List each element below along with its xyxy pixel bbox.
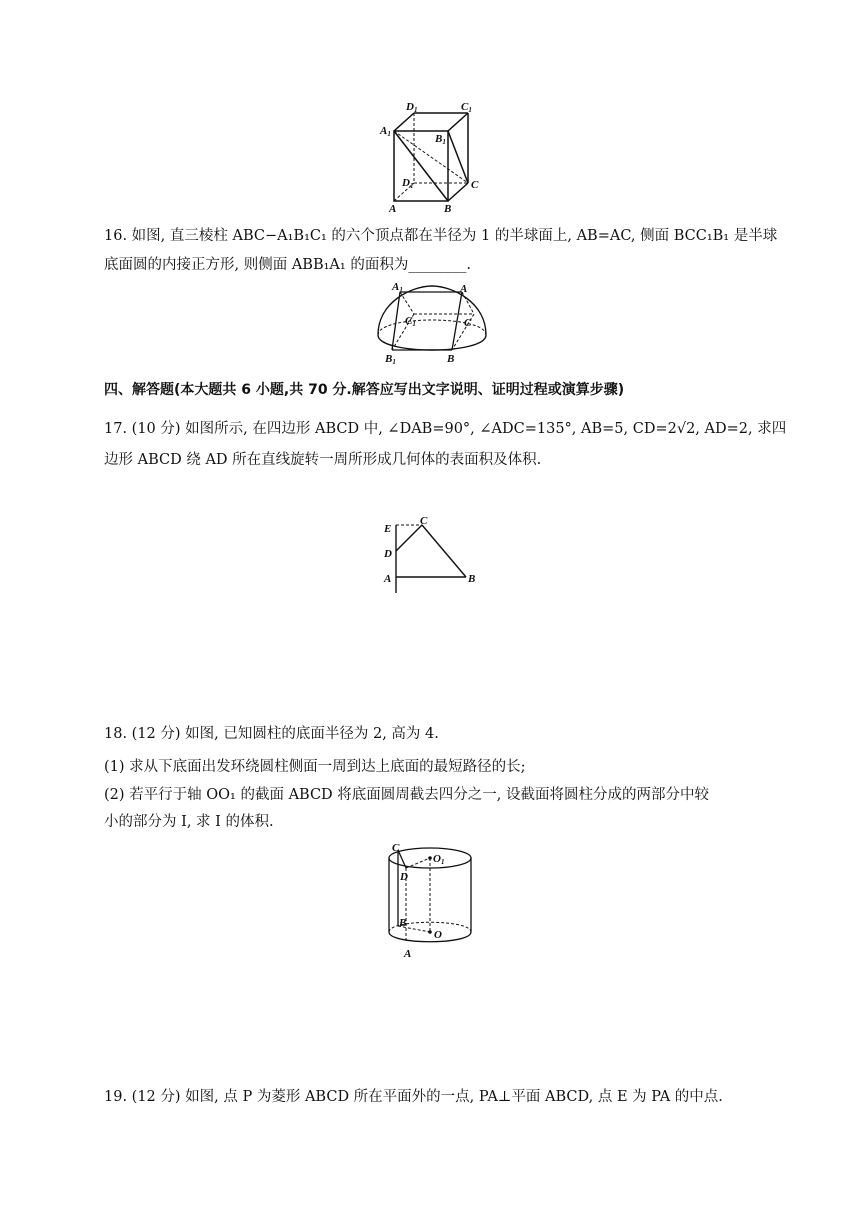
q18-line-2: (1) 求从下底面出发环绕圆柱侧面一周到达上底面的最短路径的长; xyxy=(104,759,526,775)
cube-hidden-diagonal xyxy=(394,131,468,183)
q17-line-2: 边形 ABCD 绕 AD 所在直线旋转一周所形成几何体的表面积及体积. xyxy=(104,452,542,468)
side-cb xyxy=(422,525,466,577)
q17-line-1: 17. (10 分) 如图所示, 在四边形 ABCD 中, ∠DAB=90°, ∠ADC=135°, AB=5, CD=2√2, AD=2, 求四 xyxy=(104,421,787,437)
cube-edge xyxy=(448,183,468,201)
label-b: B xyxy=(444,203,452,214)
label-c: C xyxy=(464,317,472,329)
cube-figure xyxy=(372,96,484,214)
label-b: B xyxy=(468,573,476,585)
label-c1: C1 xyxy=(405,315,416,328)
label-c: C xyxy=(420,515,428,527)
label-a1: A1 xyxy=(392,281,403,294)
label-e: E xyxy=(384,523,392,535)
label-c1: C1 xyxy=(461,101,472,114)
label-d: D1 xyxy=(402,177,414,190)
cylinder-figure xyxy=(386,842,476,962)
label-a: A xyxy=(460,283,468,295)
label-a: A xyxy=(384,573,392,585)
label-c: C xyxy=(392,842,400,854)
side-dc xyxy=(396,525,422,551)
q18-line-4: 小的部分为 Ⅰ, 求 Ⅰ 的体积. xyxy=(104,814,274,830)
cube-edge xyxy=(448,131,468,183)
label-d: D xyxy=(384,548,392,560)
point-o1 xyxy=(428,856,432,860)
section-heading: 四、解答题(本大题共 6 小题,共 70 分.解答应写出文字说明、证明过程或演算步骤) xyxy=(104,382,625,398)
label-d1: D1 xyxy=(406,101,418,114)
label-b1: B1 xyxy=(435,133,446,146)
cube-edge xyxy=(394,113,414,131)
q18-line-3: (2) 若平行于轴 OO₁ 的截面 ABCD 将底面圆周截去四分之一, 设截面将圆柱分成的两部分中较 xyxy=(104,787,710,803)
quadrilateral-figure xyxy=(382,515,482,595)
q16-line-1: 16. 如图, 直三棱柱 ABC−A₁B₁C₁ 的六个顶点都在半径为 1 的半球面上, AB=AC, 侧面 BCC₁B₁ 是半球 xyxy=(104,228,778,244)
hemisphere-figure xyxy=(374,280,490,366)
label-d: D xyxy=(400,871,408,883)
label-a1: A1 xyxy=(380,125,391,138)
label-o: O xyxy=(434,929,442,941)
label-c: C xyxy=(471,179,479,191)
q19-line-1: 19. (12 分) 如图, 点 P 为菱形 ABCD 所在平面外的一点, PA⊥平面 ABCD, 点 E 为 PA 的中点. xyxy=(104,1089,723,1105)
label-b: B xyxy=(447,353,455,365)
label-b1: B1 xyxy=(385,353,396,366)
point-o xyxy=(428,930,432,934)
q16-line-2: 底面圆的内接正方形, 则侧面 ABB₁A₁ 的面积为________. xyxy=(104,257,471,273)
label-a: A xyxy=(389,203,397,214)
cube-edge xyxy=(448,113,468,131)
q18-line-1: 18. (12 分) 如图, 已知圆柱的底面半径为 2, 高为 4. xyxy=(104,726,439,742)
label-o1: O1 xyxy=(433,853,445,866)
label-a: A xyxy=(404,948,412,960)
label-b: B xyxy=(399,917,407,929)
